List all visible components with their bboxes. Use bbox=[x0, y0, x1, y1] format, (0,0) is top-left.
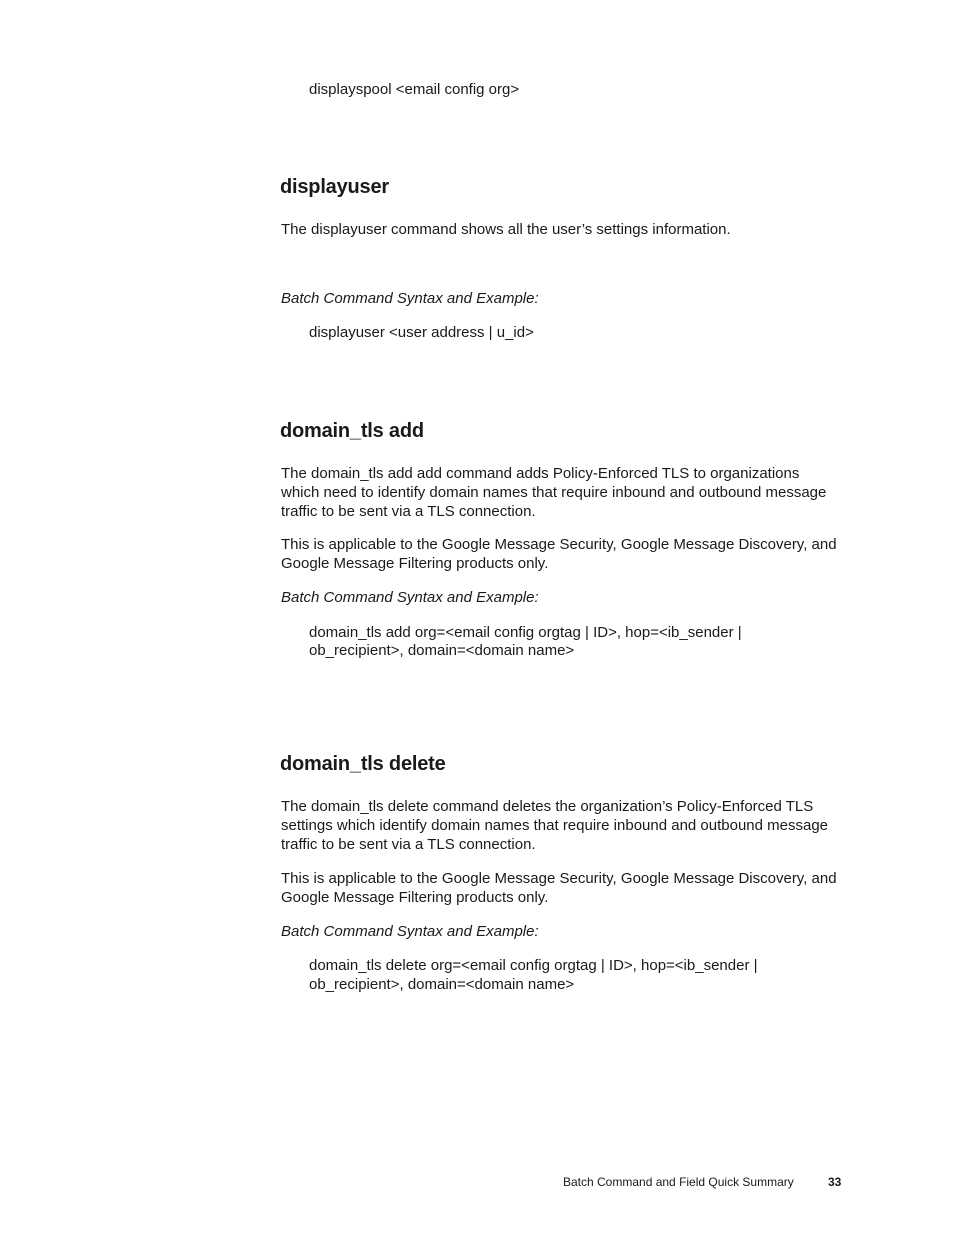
syntax-line: ob_recipient>, domain=<domain name> bbox=[309, 642, 575, 659]
section-heading-domain-tls-add: domain_tls add bbox=[280, 420, 424, 442]
section-paragraph: The domain_tls delete command deletes the organization’s Policy-Enforced TLS settings which identify domain names that require inbound and outbound message traffic to be sent via a TLS connection. bbox=[281, 798, 829, 853]
footer-title: Batch Command and Field Quick Summary bbox=[563, 1175, 794, 1189]
syntax-label: Batch Command Syntax and Example: bbox=[281, 923, 539, 940]
section-paragraph: The displayuser command shows all the user’s settings information. bbox=[281, 221, 731, 238]
section-heading-displayuser: displayuser bbox=[280, 176, 389, 198]
section-paragraph: This is applicable to the Google Message Security, Google Message Discovery, and Google Message Filtering products only. bbox=[281, 870, 837, 906]
syntax-line: displayuser <user address | u_id> bbox=[309, 324, 534, 341]
section-paragraph: The domain_tls add add command adds Policy-Enforced TLS to organizations which need to identify domain names that require inbound and outbound message traffic to be sent via a TLS connection. bbox=[281, 465, 827, 520]
displayspool-syntax: displayspool <email config org> bbox=[309, 81, 520, 98]
section-paragraph: This is applicable to the Google Message Security, Google Message Discovery, and Google Message Filtering products only. bbox=[281, 536, 837, 572]
syntax-line: ob_recipient>, domain=<domain name> bbox=[309, 976, 575, 993]
syntax-label: Batch Command Syntax and Example: bbox=[281, 589, 539, 606]
page-number: 33 bbox=[828, 1175, 842, 1189]
syntax-line: domain_tls add org=<email config orgtag | ID>, hop=<ib_sender | bbox=[309, 624, 742, 641]
syntax-label: Batch Command Syntax and Example: bbox=[281, 290, 539, 307]
syntax-line: domain_tls delete org=<email config orgtag | ID>, hop=<ib_sender | bbox=[309, 957, 758, 974]
section-heading-domain-tls-delete: domain_tls delete bbox=[280, 753, 446, 775]
